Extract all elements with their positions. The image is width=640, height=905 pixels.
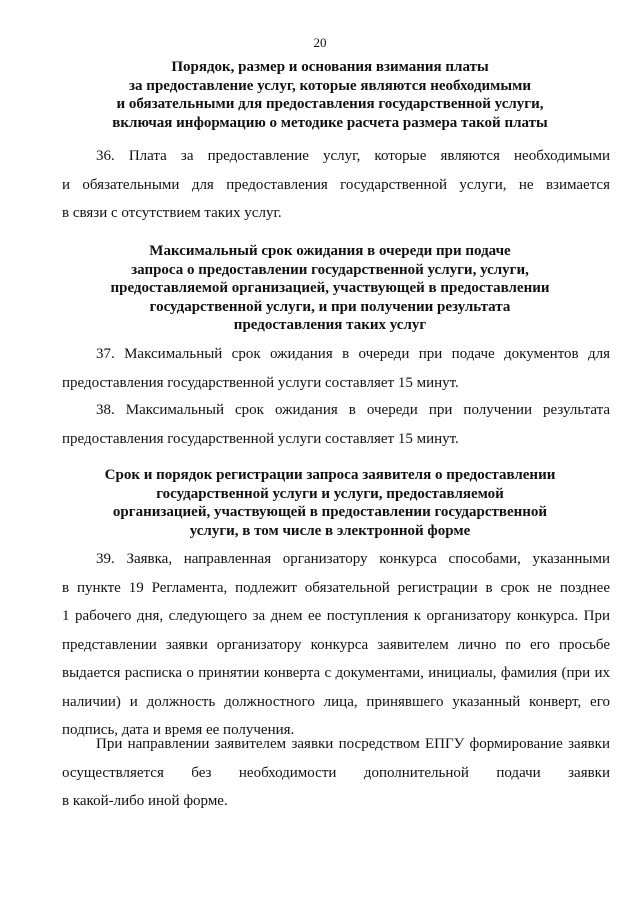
heading-line: услуги, в том числе в электронной форме: [189, 522, 471, 539]
paragraph-line: предоставления государственной услуги составляет 15 минут.: [62, 374, 459, 391]
heading-line: Порядок, размер и основания взимания платы: [171, 59, 489, 75]
paragraph-36: [62, 142, 610, 228]
heading-line: предоставляемой организацией, участвующей в предоставлении: [110, 280, 550, 296]
paragraph-epgu: [62, 730, 610, 816]
paragraph-line: наличии) и должность должностного лица, принявшего указанный конверт, его: [62, 693, 610, 710]
heading-line: Максимальный срок ожидания в очереди при подаче: [149, 243, 511, 259]
page-number: 20: [313, 35, 327, 50]
heading-line: включая информацию о методике расчета размера такой платы: [112, 114, 548, 131]
heading-line: предоставления таких услуг: [233, 317, 427, 333]
heading-line: за предоставление услуг, которые являются необходимыми: [129, 77, 531, 94]
heading-line: запроса о предоставлении государственной услуги, услуги,: [131, 261, 529, 278]
paragraph-line: в какой-либо иной форме.: [62, 793, 228, 809]
paragraph-37: [62, 340, 610, 397]
paragraph-line: в пункте 19 Регламента, подлежит обязательной регистрации в срок не позднее: [62, 579, 610, 596]
paragraph-line: в связи с отсутствием таких услуг.: [62, 205, 282, 221]
paragraph-line: 36. Плата за предоставление услуг, которые являются необходимыми: [96, 148, 610, 164]
heading-line: организацией, участвующей в предоставлении государственной: [112, 504, 548, 520]
paragraph-line: При направлении заявителем заявки посредством ЕПГУ формирование заявки: [96, 736, 610, 752]
heading-waiting: [60, 242, 600, 335]
paragraph-line: 1 рабочего дня, следующего за днем ее поступления к организатору конкурса. При: [62, 608, 610, 624]
heading-line: и обязательными для предоставления государственной услуги,: [116, 96, 544, 112]
heading-line: Срок и порядок регистрации запроса заявителя о предоставлении: [104, 467, 556, 483]
paragraph-line: 37. Максимальный срок ожидания в очереди при подаче документов для: [96, 346, 610, 362]
paragraph-39: [62, 545, 610, 745]
heading-line: государственной услуги и услуги, предоставляемой: [156, 485, 504, 502]
paragraph-line: представлении заявки организатору конкурса заявителем лично по его просьбе: [62, 636, 610, 653]
paragraph-line: 38. Максимальный срок ожидания в очереди при получении результата: [96, 402, 610, 418]
heading-registration: [60, 466, 600, 540]
paragraph-line: предоставления государственной услуги составляет 15 минут.: [62, 430, 459, 447]
heading-line: государственной услуги, и при получении результата: [149, 298, 511, 315]
paragraph-line: осуществляется без необходимости дополнительной подачи заявки: [62, 764, 610, 781]
paragraph-line: и обязательными для предоставления государственной услуги, не взимается: [62, 176, 610, 193]
paragraph-line: подпись, дата и время ее получения.: [62, 722, 295, 738]
paragraph-line: выдается расписка о принятии конверта с документами, инициалы, фамилия (при их: [62, 665, 610, 681]
paragraph-38: [62, 396, 610, 453]
heading-fees: [60, 58, 600, 132]
paragraph-line: 39. Заявка, направленная организатору конкурса способами, указанными: [96, 551, 610, 567]
